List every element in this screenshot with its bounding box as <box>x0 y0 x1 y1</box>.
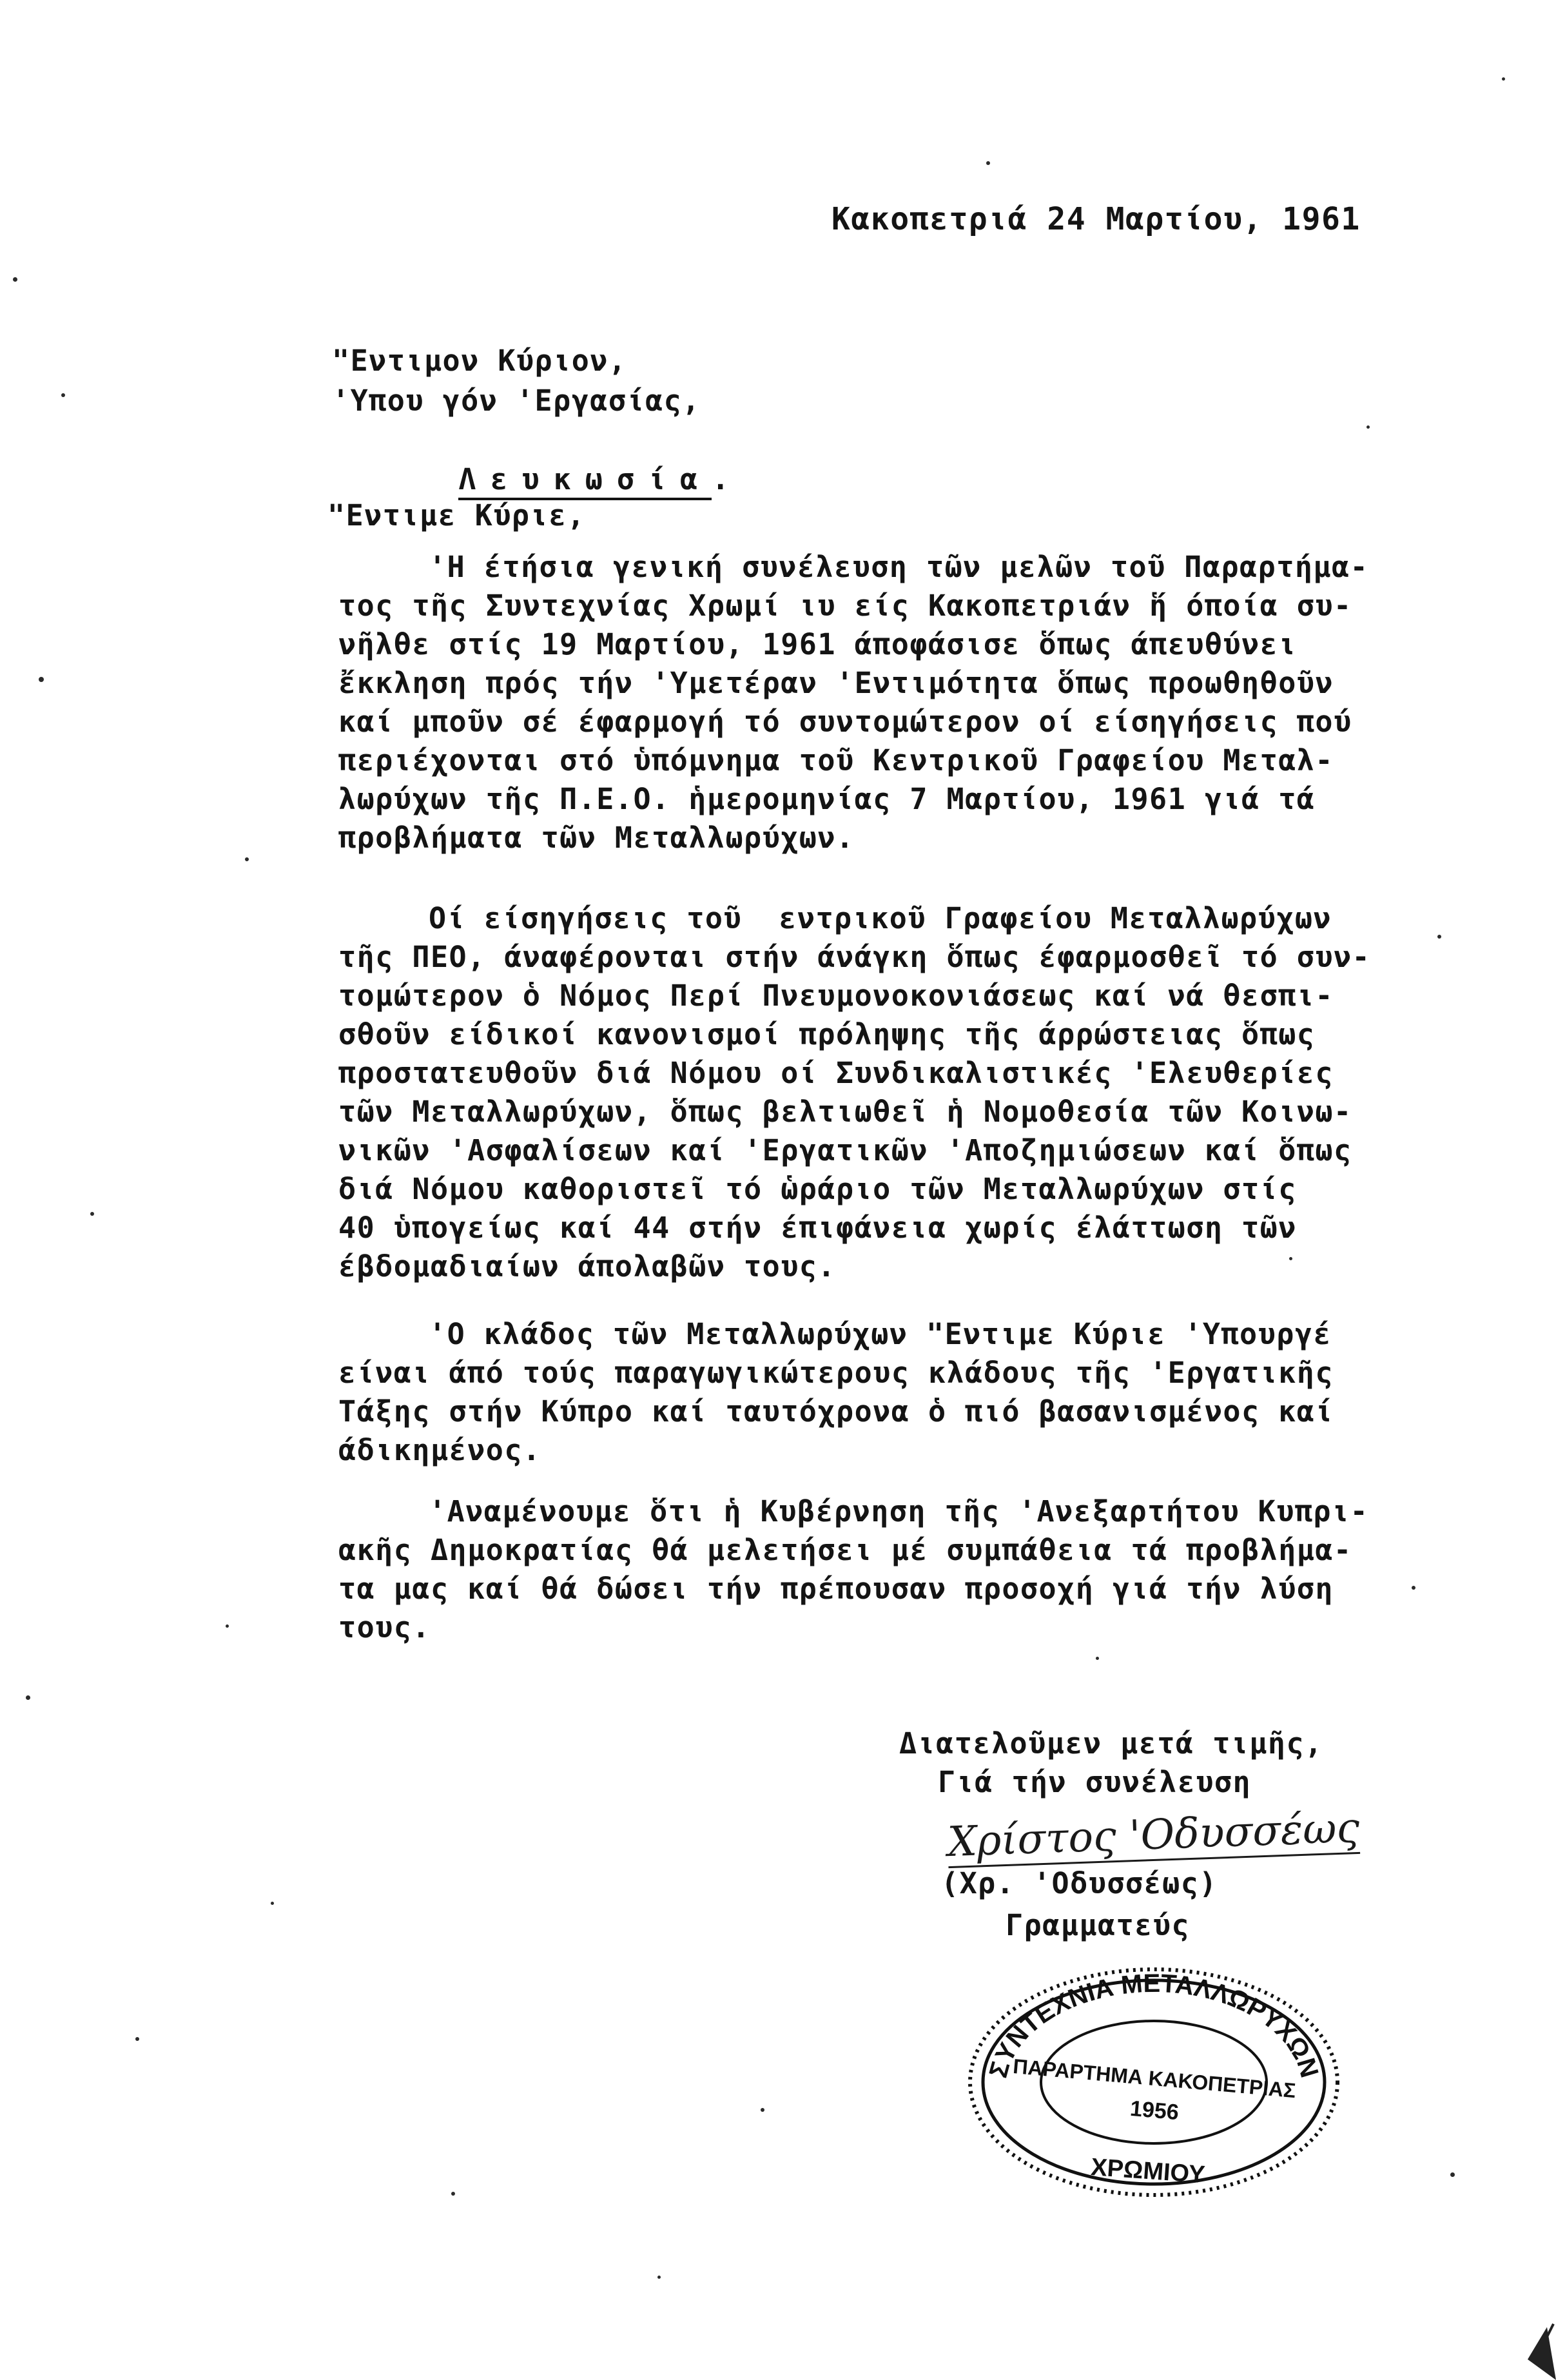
paragraph-line: ακῆς Δημοκρατίας θά μελετήσει μέ συμπάθεια τά προβλήμα- <box>338 1533 1352 1567</box>
paragraph-line: σθοῦν είδικοί κανονισμοί πρόληψης τῆς άρρώστειας ὅπως <box>338 1017 1316 1051</box>
salutation: "Εντιμε Κύριε, <box>327 498 586 532</box>
body-paragraph-3 <box>338 1315 1434 1470</box>
paragraph-line: τα μας καί θά δώσει τήν πρέπουσαν προσοχή γιά τήν λύση <box>338 1572 1334 1606</box>
closing-line-1: Διατελοῦμεν μετά τιμῆς, <box>899 1726 1323 1761</box>
stamp-outer-bottom: ΧΡΩΜΙΟΥ <box>1089 2153 1206 2189</box>
recipient-line-1: "Εντιμον Κύριον, <box>332 344 627 378</box>
closing-block <box>899 1724 1323 1802</box>
stamp-inner-line: ΠΑΡΑΡΤΗΜΑ ΚΑΚΟΠΕΤΡΙΑΣ <box>1012 2054 1297 2103</box>
handwritten-signature: Χρίστος 'Οδυσσέως <box>947 1804 1361 1868</box>
body-paragraph-1 <box>338 548 1434 857</box>
paragraph-line: λωρύχων τῆς Π.Ε.Ο. ἡμερομηνίας 7 Μαρτίου, 1961 γιά τά <box>338 782 1316 816</box>
stamp-outer-top-text: ΣΥΝΤΕΧΝΙΑ ΜΕΤΑΛΛΩΡΥΧΩΝ <box>984 1969 1324 2081</box>
union-stamp <box>960 1953 1347 2198</box>
paragraph-line: είναι άπό τούς παραγωγικώτερους κλάδους τῆς 'Εργατικῆς <box>338 1356 1334 1390</box>
signatory-name: (Χρ. 'Οδυσσέως) <box>941 1866 1218 1900</box>
paragraph-line: προστατευθοῦν διά Νόμου οί Συνδικαλιστικές 'Ελευθερίες <box>338 1056 1334 1090</box>
letter-date: Κακοπετριά 24 Μαρτίου, 1961 <box>831 201 1361 237</box>
body-paragraph-4 <box>338 1492 1434 1647</box>
paragraph-line: τῆς ΠΕΟ, άναφέρονται στήν άνάγκη ὅπως έφαρμοσθεῖ τό συν- <box>338 940 1371 974</box>
page-corner-mark <box>1508 2321 1556 2380</box>
paragraph-line: νικῶν 'Ασφαλίσεων καί 'Εργατικῶν 'Αποζημιώσεων καί ὅπως <box>338 1133 1352 1167</box>
paragraph-line: τῶν Μεταλλωρύχων, ὅπως βελτιωθεῖ ἡ Νομοθεσία τῶν Κοινω- <box>338 1095 1352 1129</box>
paragraph-line: 40 ὑπογείως καί 44 στήν έπιφάνεια χωρίς έλάττωση τῶν <box>338 1211 1297 1245</box>
paragraph-line: τους. <box>338 1610 431 1644</box>
paragraph-line: καί μποῦν σέ έφαρμογή τό συντομώτερον οί είσηγήσεις πού <box>338 705 1352 739</box>
closing-line-2: Γιά τήν συνέλευση <box>938 1765 1252 1799</box>
signatory-title: Γραμματεύς <box>1006 1908 1190 1942</box>
paragraph-line: προβλήματα τῶν Μεταλλωρύχων. <box>338 821 855 855</box>
body-paragraph-2 <box>338 899 1434 1286</box>
paragraph-line: τος τῆς Συντεχνίας Χρωμί ιυ είς Κακοπετριάν ἥ όποία συ- <box>338 589 1352 623</box>
paragraph-line: ἔκκληση πρός τήν 'Υμετέραν 'Εντιμότητα ὅπως προωθηθοῦν <box>338 666 1334 700</box>
paragraph-line: Οί είσηγήσεις τοῦ εντρικοῦ Γραφείου Μεταλλωρύχων <box>429 901 1332 935</box>
paragraph-line: περιέχονται στό ὑπόμνημα τοῦ Κεντρικοῦ Γραφείου Μεταλ- <box>338 743 1334 777</box>
stamp-year: 1956 <box>1129 2096 1180 2125</box>
paragraph-line: Τάξης στήν Κύπρο καί ταυτόχρονα ὁ πιό βασανισμένος καί <box>338 1394 1334 1429</box>
stamp-seal-icon <box>960 1953 1347 2198</box>
paragraph-line: 'Αναμένουμε ὅτι ἡ Κυβέρνηση τῆς 'Ανεξαρτήτου Κυπρι- <box>429 1494 1369 1528</box>
paragraph-line: 'Ο κλάδος τῶν Μεταλλωρύχων "Εντιμε Κύριε 'Υπουργέ <box>429 1317 1332 1351</box>
paragraph-line: 'Η έτήσια γενική συνέλευση τῶν μελῶν τοῦ Παραρτήμα- <box>429 550 1369 584</box>
paragraph-line: νῆλθε στίς 19 Μαρτίου, 1961 άποφάσισε ὅπως άπευθύνει <box>338 627 1297 661</box>
paragraph-line: διά Νόμου καθοριστεῖ τό ὡράριο τῶν Μεταλλωρύχων στίς <box>338 1172 1297 1206</box>
paragraph-line: έβδομαδιαίων άπολαβῶν τους. <box>338 1249 836 1283</box>
recipient-line-2: 'Υπου γόν 'Εργασίας, <box>332 384 701 418</box>
paragraph-line: άδικημένος. <box>338 1433 541 1467</box>
recipient-city: Λευκωσία. <box>332 422 743 538</box>
paragraph-line: τομώτερον ὁ Νόμος Περί Πνευμονοκονιάσεως καί νά θεσπι- <box>338 979 1334 1013</box>
recipient-city-text: Λευκωσία <box>458 462 712 500</box>
